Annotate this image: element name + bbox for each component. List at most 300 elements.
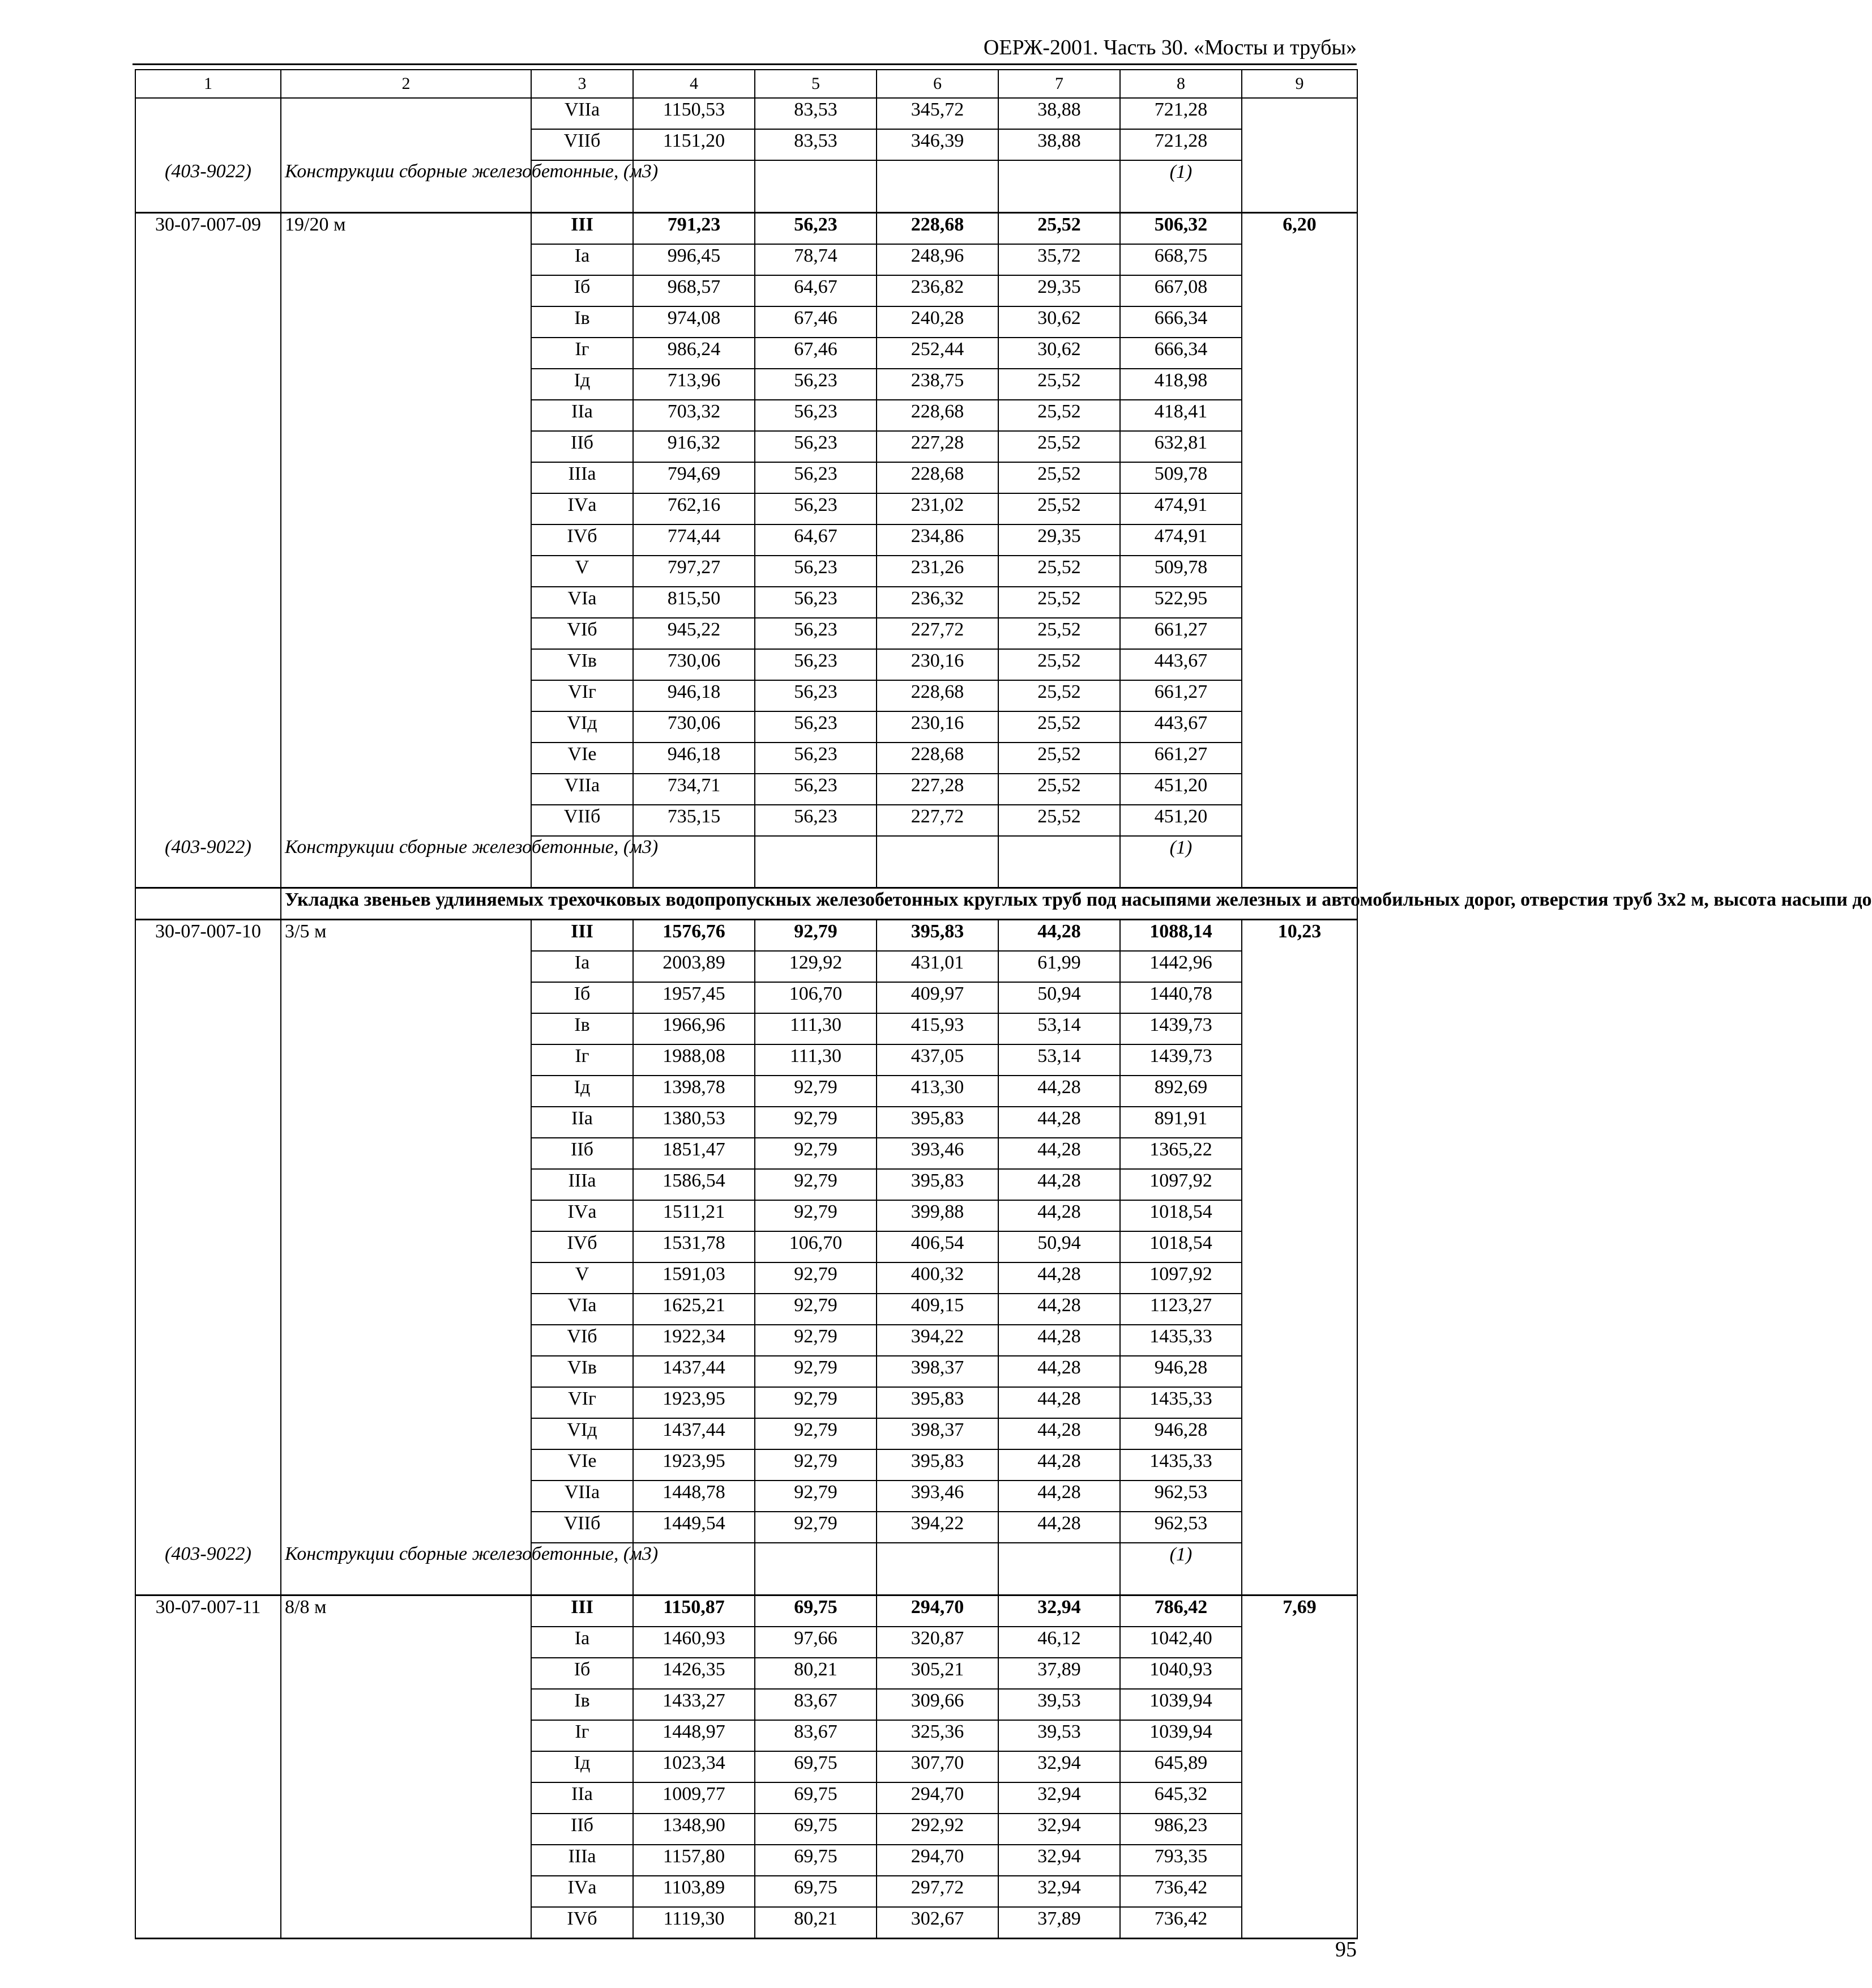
- table-row: [135, 1658, 1357, 1689]
- rate-value: 44,28: [998, 1356, 1120, 1387]
- rate-name: [281, 244, 531, 275]
- coefficient: [1242, 711, 1357, 743]
- rate-value: 968,57: [633, 275, 755, 306]
- rate-value: 393,46: [877, 1138, 998, 1169]
- column-number-row: [135, 70, 1357, 98]
- rate-code: [135, 1325, 281, 1356]
- rate-value: 509,78: [1120, 556, 1242, 587]
- rate-value: 451,20: [1120, 774, 1242, 805]
- rate-value: 1531,78: [633, 1231, 755, 1262]
- rate-value: 92,79: [755, 1512, 877, 1543]
- rate-value: 32,94: [998, 1782, 1120, 1814]
- rate-group: VIIа: [531, 774, 633, 805]
- rate-code: [135, 1845, 281, 1876]
- table-row: [135, 743, 1357, 774]
- rate-group: Iб: [531, 275, 633, 306]
- rate-name: [281, 1512, 531, 1543]
- rate-group: VIг: [531, 680, 633, 711]
- rate-value: 1433,27: [633, 1689, 755, 1720]
- rate-value: 415,93: [877, 1013, 998, 1044]
- column-number: 8: [1120, 70, 1242, 98]
- rate-value: 32,94: [998, 1751, 1120, 1782]
- rate-code: [135, 1907, 281, 1939]
- rate-value: 56,23: [755, 587, 877, 618]
- rate-value: 892,69: [1120, 1076, 1242, 1107]
- rate-value: 1119,30: [633, 1907, 755, 1939]
- rate-value: 32,94: [998, 1876, 1120, 1907]
- rate-value: 92,79: [755, 1294, 877, 1325]
- rate-name: [281, 306, 531, 338]
- rate-value: 1009,77: [633, 1782, 755, 1814]
- rate-value: 44,28: [998, 1325, 1120, 1356]
- table-row: [135, 1627, 1357, 1658]
- coefficient: [1242, 587, 1357, 618]
- rate-name: [281, 1658, 531, 1689]
- rate-value: 721,28: [1120, 98, 1242, 129]
- rate-value: 227,72: [877, 805, 998, 836]
- rate-value: 248,96: [877, 244, 998, 275]
- rate-value: 945,22: [633, 618, 755, 649]
- table-row: [135, 98, 1357, 129]
- rate-value: 25,52: [998, 369, 1120, 400]
- rate-value: 56,23: [755, 774, 877, 805]
- rate-value: 231,02: [877, 493, 998, 524]
- rate-name: [281, 1200, 531, 1231]
- coefficient: [1242, 1720, 1357, 1751]
- footnote-note: (1): [1120, 160, 1242, 212]
- rate-value: 56,23: [755, 618, 877, 649]
- rate-value: 409,15: [877, 1294, 998, 1325]
- rate-value: 1157,80: [633, 1845, 755, 1876]
- rate-value: 92,79: [755, 1387, 877, 1418]
- rate-value: 443,67: [1120, 711, 1242, 743]
- rate-name: [281, 1720, 531, 1751]
- table-cell: [998, 1543, 1120, 1595]
- rate-value: 56,23: [755, 431, 877, 462]
- rate-name: [281, 556, 531, 587]
- coefficient: [1242, 1076, 1357, 1107]
- table-row: [135, 1200, 1357, 1231]
- rate-value: 44,28: [998, 1076, 1120, 1107]
- footnote-desc: Конструкции сборные железобетонные, (м3): [281, 836, 531, 888]
- footnote-row: [135, 1543, 1357, 1595]
- rate-name: [281, 1845, 531, 1876]
- rate-name: [281, 1627, 531, 1658]
- rate-value: 230,16: [877, 711, 998, 743]
- coefficient: [1242, 1782, 1357, 1814]
- rate-name: [281, 1107, 531, 1138]
- rate-value: 80,21: [755, 1907, 877, 1939]
- rate-value: 346,39: [877, 129, 998, 160]
- rate-value: 92,79: [755, 1449, 877, 1481]
- rate-name: [281, 462, 531, 493]
- table-row: [135, 1169, 1357, 1200]
- rate-code: [135, 129, 281, 160]
- rate-value: 56,23: [755, 462, 877, 493]
- rate-value: 111,30: [755, 1013, 877, 1044]
- rate-value: 53,14: [998, 1013, 1120, 1044]
- rate-value: 1097,92: [1120, 1169, 1242, 1200]
- rate-value: 46,12: [998, 1627, 1120, 1658]
- table-row: [135, 244, 1357, 275]
- rate-value: 92,79: [755, 1169, 877, 1200]
- rate-value: 129,92: [755, 951, 877, 982]
- rate-value: 1380,53: [633, 1107, 755, 1138]
- rate-code: [135, 1751, 281, 1782]
- rate-name: [281, 711, 531, 743]
- rate-group: IIа: [531, 1782, 633, 1814]
- rate-value: 1437,44: [633, 1418, 755, 1449]
- rate-value: 307,70: [877, 1751, 998, 1782]
- rate-value: 44,28: [998, 1262, 1120, 1294]
- table-row: [135, 805, 1357, 836]
- table-row: [135, 431, 1357, 462]
- rate-group: IIа: [531, 1107, 633, 1138]
- rate-value: 1957,45: [633, 982, 755, 1013]
- rate-code: [135, 1294, 281, 1325]
- rate-value: 69,75: [755, 1876, 877, 1907]
- rate-name: [281, 1231, 531, 1262]
- rate-group: VIб: [531, 618, 633, 649]
- rate-value: 393,46: [877, 1481, 998, 1512]
- rate-value: 451,20: [1120, 805, 1242, 836]
- rate-group: VIIб: [531, 1512, 633, 1543]
- rate-code: [135, 1782, 281, 1814]
- rate-value: 234,86: [877, 524, 998, 556]
- rate-code: [135, 774, 281, 805]
- rate-code: [135, 1387, 281, 1418]
- rate-value: 44,28: [998, 1138, 1120, 1169]
- table-row: [135, 1782, 1357, 1814]
- rate-value: 25,52: [998, 400, 1120, 431]
- rate-value: 92,79: [755, 1200, 877, 1231]
- rate-code: 30-07-007-11: [135, 1595, 281, 1627]
- rate-value: 946,18: [633, 680, 755, 711]
- rate-name: [281, 129, 531, 160]
- table-row: [135, 400, 1357, 431]
- rate-name: [281, 680, 531, 711]
- rate-value: 227,28: [877, 774, 998, 805]
- rate-value: 1442,96: [1120, 951, 1242, 982]
- rate-code: [135, 1627, 281, 1658]
- rate-value: 474,91: [1120, 493, 1242, 524]
- rate-name: [281, 431, 531, 462]
- rate-group: VIIа: [531, 98, 633, 129]
- rate-value: 44,28: [998, 1512, 1120, 1543]
- coefficient: [1242, 524, 1357, 556]
- rate-value: 44,28: [998, 1294, 1120, 1325]
- rate-value: 666,34: [1120, 338, 1242, 369]
- rate-value: 1426,35: [633, 1658, 755, 1689]
- rate-code: [135, 1720, 281, 1751]
- rate-code: [135, 1814, 281, 1845]
- table-row: [135, 1907, 1357, 1939]
- table-row: [135, 1231, 1357, 1262]
- rate-value: 1966,96: [633, 1013, 755, 1044]
- rate-value: 56,23: [755, 649, 877, 680]
- rate-value: 25,52: [998, 212, 1120, 244]
- coefficient: [1242, 1418, 1357, 1449]
- rate-code: [135, 556, 281, 587]
- rate-code: [135, 1689, 281, 1720]
- rate-value: 399,88: [877, 1200, 998, 1231]
- table-row: [135, 1595, 1357, 1627]
- rate-value: 793,35: [1120, 1845, 1242, 1876]
- rate-value: 228,68: [877, 400, 998, 431]
- rate-value: 227,72: [877, 618, 998, 649]
- rate-value: 1040,93: [1120, 1658, 1242, 1689]
- rate-value: 474,91: [1120, 524, 1242, 556]
- coefficient: 6,20: [1242, 212, 1357, 244]
- rate-value: 1435,33: [1120, 1325, 1242, 1356]
- rate-value: 228,68: [877, 680, 998, 711]
- table-row: [135, 1138, 1357, 1169]
- rate-value: 69,75: [755, 1814, 877, 1845]
- rate-code: [135, 431, 281, 462]
- coefficient: [1242, 1751, 1357, 1782]
- rate-value: 668,75: [1120, 244, 1242, 275]
- rate-group: IIб: [531, 1138, 633, 1169]
- table-row: [135, 711, 1357, 743]
- footnote-note: (1): [1120, 1543, 1242, 1595]
- rate-value: 38,88: [998, 98, 1120, 129]
- table-cell: [135, 888, 281, 920]
- rate-group: III: [531, 212, 633, 244]
- rate-group: IVа: [531, 1876, 633, 1907]
- rate-group: Iв: [531, 306, 633, 338]
- rate-code: [135, 680, 281, 711]
- rate-group: Iа: [531, 244, 633, 275]
- rate-value: 25,52: [998, 711, 1120, 743]
- rate-value: 1440,78: [1120, 982, 1242, 1013]
- rate-value: 228,68: [877, 212, 998, 244]
- rate-code: [135, 338, 281, 369]
- coefficient: [1242, 338, 1357, 369]
- rate-code: [135, 951, 281, 982]
- rate-value: 37,89: [998, 1907, 1120, 1939]
- rate-value: 1088,14: [1120, 920, 1242, 952]
- rate-name: [281, 1907, 531, 1939]
- rate-code: [135, 1231, 281, 1262]
- rate-group: Iд: [531, 1076, 633, 1107]
- rate-name: [281, 400, 531, 431]
- rate-value: 1586,54: [633, 1169, 755, 1200]
- rate-value: 1591,03: [633, 1262, 755, 1294]
- table-row: [135, 982, 1357, 1013]
- rate-value: 815,50: [633, 587, 755, 618]
- rate-value: 418,41: [1120, 400, 1242, 431]
- rate-value: 236,82: [877, 275, 998, 306]
- coefficient: [1242, 462, 1357, 493]
- rate-value: 69,75: [755, 1782, 877, 1814]
- rate-code: [135, 244, 281, 275]
- rate-value: 1018,54: [1120, 1200, 1242, 1231]
- rate-value: 1988,08: [633, 1044, 755, 1076]
- coefficient: [1242, 1294, 1357, 1325]
- section-heading: Укладка звеньев удлиняемых трехочковых водопропускных железобетонных круглых труб под насыпями железных и автомобильных дорог, отверстия труб 3х2 м, высота насыпи до: [281, 888, 1357, 920]
- rate-value: 946,28: [1120, 1418, 1242, 1449]
- rate-value: 92,79: [755, 1262, 877, 1294]
- coefficient: [1242, 1013, 1357, 1044]
- rate-value: 309,66: [877, 1689, 998, 1720]
- rate-group: Iг: [531, 1044, 633, 1076]
- rate-value: 1039,94: [1120, 1689, 1242, 1720]
- rate-code: [135, 711, 281, 743]
- rate-value: 1511,21: [633, 1200, 755, 1231]
- rate-value: 64,67: [755, 275, 877, 306]
- rate-value: 398,37: [877, 1418, 998, 1449]
- rate-value: 78,74: [755, 244, 877, 275]
- rate-value: 1150,53: [633, 98, 755, 129]
- rate-value: 645,89: [1120, 1751, 1242, 1782]
- rate-code: [135, 1262, 281, 1294]
- rate-group: Iб: [531, 982, 633, 1013]
- rate-value: 32,94: [998, 1845, 1120, 1876]
- rate-name: [281, 649, 531, 680]
- rate-value: 762,16: [633, 493, 755, 524]
- rate-value: 730,06: [633, 649, 755, 680]
- rate-group: VIв: [531, 1356, 633, 1387]
- rate-name: [281, 1418, 531, 1449]
- rate-value: 106,70: [755, 982, 877, 1013]
- table-row: [135, 1845, 1357, 1876]
- coefficient: [1242, 129, 1357, 160]
- rate-value: 297,72: [877, 1876, 998, 1907]
- rate-value: 1150,87: [633, 1595, 755, 1627]
- table-row: [135, 1481, 1357, 1512]
- rate-name: [281, 1751, 531, 1782]
- rate-name: [281, 1013, 531, 1044]
- rate-value: 294,70: [877, 1845, 998, 1876]
- rate-value: 1625,21: [633, 1294, 755, 1325]
- rate-value: 667,08: [1120, 275, 1242, 306]
- rate-name: [281, 1169, 531, 1200]
- table-cell: [998, 836, 1120, 888]
- rate-group: VIг: [531, 1387, 633, 1418]
- rate-name: [281, 275, 531, 306]
- footnote-row: [135, 160, 1357, 212]
- rate-value: 1023,34: [633, 1751, 755, 1782]
- coefficient: [1242, 369, 1357, 400]
- rate-value: 1123,27: [1120, 1294, 1242, 1325]
- rate-code: [135, 618, 281, 649]
- rate-code: [135, 493, 281, 524]
- table-row: [135, 680, 1357, 711]
- table-row: [135, 1356, 1357, 1387]
- rate-value: 30,62: [998, 306, 1120, 338]
- rate-value: 44,28: [998, 1169, 1120, 1200]
- rate-group: VIе: [531, 743, 633, 774]
- table-row: [135, 587, 1357, 618]
- rate-name: [281, 743, 531, 774]
- rate-value: 721,28: [1120, 129, 1242, 160]
- rate-value: 56,23: [755, 805, 877, 836]
- rate-value: 44,28: [998, 1418, 1120, 1449]
- table-cell: [1242, 1543, 1357, 1595]
- rate-name: [281, 1449, 531, 1481]
- page-header: ОЕРЖ-2001. Часть 30. «Мосты и трубы»: [983, 36, 1357, 59]
- coefficient: [1242, 1200, 1357, 1231]
- rate-value: 395,83: [877, 1449, 998, 1481]
- rate-value: 791,23: [633, 212, 755, 244]
- rate-name: [281, 805, 531, 836]
- rate-value: 962,53: [1120, 1512, 1242, 1543]
- coefficient: [1242, 1627, 1357, 1658]
- table-row: [135, 306, 1357, 338]
- table-cell: [755, 836, 877, 888]
- rate-value: 1851,47: [633, 1138, 755, 1169]
- page-number: 95: [1335, 1938, 1357, 1961]
- rate-value: 1039,94: [1120, 1720, 1242, 1751]
- rate-value: 44,28: [998, 920, 1120, 952]
- rate-value: 409,97: [877, 982, 998, 1013]
- rate-group: VIа: [531, 1294, 633, 1325]
- table-cell: [1242, 160, 1357, 212]
- rate-value: 25,52: [998, 680, 1120, 711]
- rate-value: 67,46: [755, 338, 877, 369]
- rate-value: 394,22: [877, 1512, 998, 1543]
- rate-value: 83,53: [755, 129, 877, 160]
- footnote-row: [135, 836, 1357, 888]
- rate-value: 25,52: [998, 649, 1120, 680]
- rate-value: 294,70: [877, 1595, 998, 1627]
- rate-value: 1923,95: [633, 1387, 755, 1418]
- rate-name: [281, 1044, 531, 1076]
- table-row: [135, 1325, 1357, 1356]
- rate-value: 661,27: [1120, 743, 1242, 774]
- rate-value: 1042,40: [1120, 1627, 1242, 1658]
- rate-group: IIа: [531, 400, 633, 431]
- rate-code: [135, 1044, 281, 1076]
- table-row: [135, 618, 1357, 649]
- rate-name: [281, 951, 531, 982]
- footnote-note: (1): [1120, 836, 1242, 888]
- rate-value: 25,52: [998, 493, 1120, 524]
- rate-value: 230,16: [877, 649, 998, 680]
- coefficient: [1242, 982, 1357, 1013]
- coefficient: [1242, 306, 1357, 338]
- rate-group: VIе: [531, 1449, 633, 1481]
- section-heading-row: [135, 888, 1357, 920]
- table-cell: [877, 1543, 998, 1595]
- rate-value: 891,91: [1120, 1107, 1242, 1138]
- rate-group: Iа: [531, 1627, 633, 1658]
- table-row: [135, 649, 1357, 680]
- rate-group: Iв: [531, 1689, 633, 1720]
- rate-group: VIд: [531, 711, 633, 743]
- rate-value: 996,45: [633, 244, 755, 275]
- rate-group: VIIб: [531, 805, 633, 836]
- footnote-desc: Конструкции сборные железобетонные, (м3): [281, 160, 531, 212]
- table-row: [135, 1689, 1357, 1720]
- rate-name: [281, 493, 531, 524]
- rate-name: [281, 587, 531, 618]
- table-row: [135, 493, 1357, 524]
- coefficient: [1242, 556, 1357, 587]
- rate-value: 413,30: [877, 1076, 998, 1107]
- rate-value: 44,28: [998, 1481, 1120, 1512]
- table-row: [135, 920, 1357, 952]
- rate-group: Iа: [531, 951, 633, 982]
- rate-value: 730,06: [633, 711, 755, 743]
- table-row: [135, 1387, 1357, 1418]
- rate-value: 325,36: [877, 1720, 998, 1751]
- rate-group: V: [531, 1262, 633, 1294]
- coefficient: 7,69: [1242, 1595, 1357, 1627]
- rate-value: 431,01: [877, 951, 998, 982]
- rate-value: 794,69: [633, 462, 755, 493]
- rate-code: [135, 587, 281, 618]
